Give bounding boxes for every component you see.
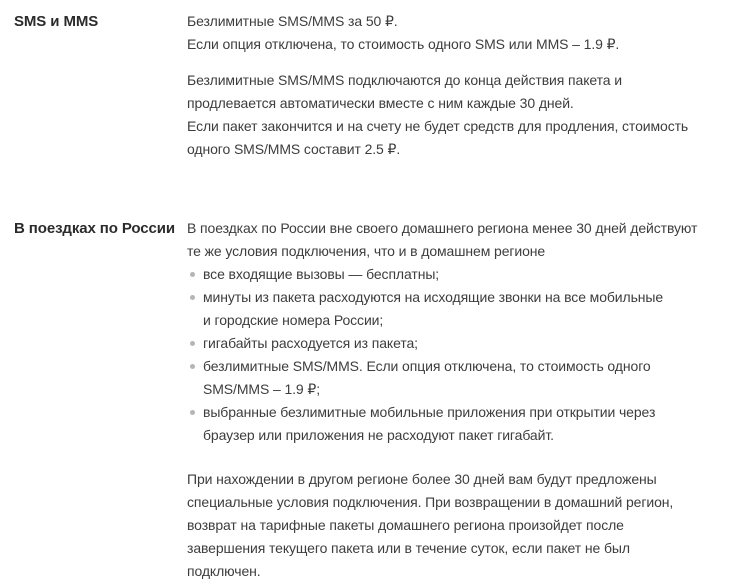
text-line: В поездках по России вне своего домашнего региона менее 30 дней действуют [187, 220, 698, 236]
text-line: Безлимитные SMS/MMS за 50 ₽. [187, 13, 398, 29]
text-line: все входящие вызовы — бесплатны; [203, 266, 440, 282]
bullet-dot-icon [190, 364, 195, 369]
text-line: Если опция отключена, то стоимость одного SMS или MMS – 1.9 ₽. [187, 36, 620, 52]
text-line: безлимитные SMS/MMS. Если опция отключена, то стоимость одного [203, 358, 651, 374]
text-line: минуты из пакета расходуются на исходящие звонки на все мобильные [203, 289, 664, 305]
list-item [187, 401, 714, 447]
text-line: При нахождении в другом регионе более 30 дней вам будут предложены [187, 471, 657, 487]
travel-conditions-list [187, 263, 714, 447]
text-line: SMS/MMS – 1.9 ₽; [203, 381, 321, 397]
section-label-travel-russia: В поездках по России [14, 220, 176, 237]
list-item [187, 286, 714, 332]
text-line: возврат на тарифные пакеты домашнего региона произойдет после [187, 517, 624, 533]
section-content-sms-mms [187, 10, 714, 161]
text-line: специальные условия подключения. При возвращении в домашний регион, [187, 494, 674, 510]
text-line: и городские номера России; [203, 312, 384, 328]
bullet-dot-icon [190, 341, 195, 346]
bullet-dot-icon [190, 295, 195, 300]
list-item [187, 332, 714, 355]
text-line: завершения текущего пакета или в течение суток, если пакет не был [187, 540, 630, 556]
list-item [187, 355, 714, 401]
text-line: выбранные безлимитные мобильные приложения при открытии через [203, 404, 656, 420]
text-line: Если пакет закончится и на счету не будет средств для продления, стоимость [187, 118, 689, 134]
text-line: браузер или приложения не расходуют пакет гигабайт. [203, 427, 554, 443]
text-line: гигабайты расходуется из пакета; [203, 335, 418, 351]
list-item [187, 263, 714, 286]
text-line: подключен. [187, 563, 261, 579]
bullet-dot-icon [190, 410, 195, 415]
text-line: Безлимитные SMS/MMS подключаются до конца действия пакета и [187, 72, 622, 88]
paragraph-travel-intro [187, 217, 714, 263]
section-sms-mms [14, 10, 741, 161]
paragraph-travel-outro [187, 468, 714, 583]
text-line: продлевается автоматически вместе с ним каждые 30 дней. [187, 95, 574, 111]
paragraph-sms-renewal [187, 69, 714, 161]
section-travel-russia [14, 217, 741, 583]
bullet-dot-icon [190, 272, 195, 277]
section-label-sms-mms: SMS и MMS [14, 13, 99, 30]
text-line: одного SMS/MMS составит 2.5 ₽. [187, 141, 401, 157]
text-line: те же условия подключения, что и в домашнем регионе [187, 243, 546, 259]
section-content-travel-russia [187, 217, 714, 583]
paragraph-sms-price [187, 10, 714, 56]
